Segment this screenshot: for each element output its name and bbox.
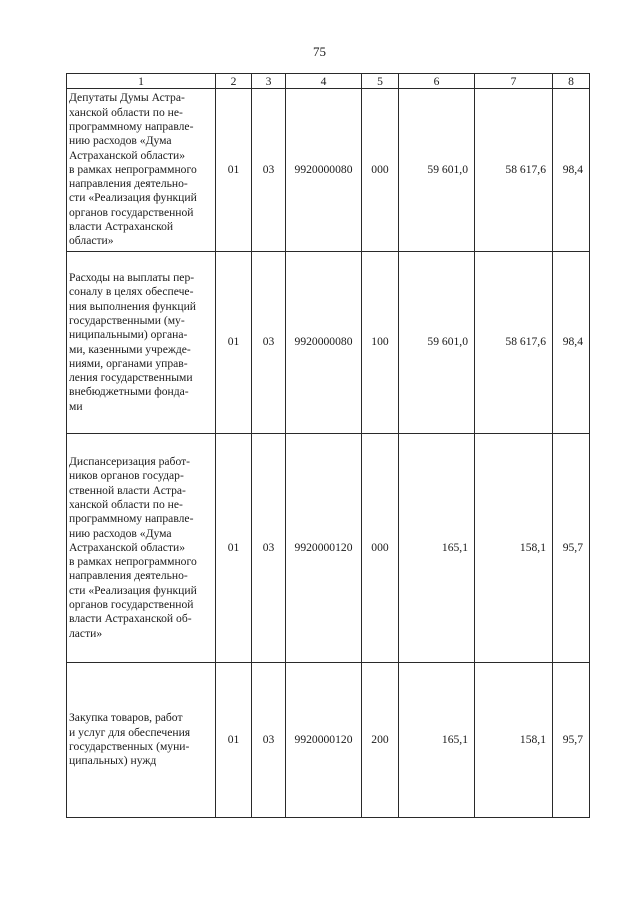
cell-col5: 000 bbox=[362, 89, 399, 252]
cell-col3: 03 bbox=[252, 89, 286, 252]
cell-col4: 9920000120 bbox=[286, 434, 362, 663]
row-description: Депутаты Думы Астра- ханской области по не- программному направле- нию расходов «Дума Астраханской области» в рамках непрограммного направления деятельно- сти «Реализация функций органов государственной власти Астраханской области» bbox=[67, 89, 216, 252]
budget-table bbox=[66, 73, 590, 818]
column-header-4: 4 bbox=[286, 74, 362, 89]
page-number: 75 bbox=[313, 44, 326, 59]
table-header-row bbox=[67, 74, 590, 89]
column-header-8: 8 bbox=[553, 74, 590, 89]
table-row bbox=[67, 434, 590, 663]
column-header-5: 5 bbox=[362, 74, 399, 89]
cell-col8: 98,4 bbox=[553, 89, 590, 252]
cell-col3: 03 bbox=[252, 663, 286, 818]
cell-col3: 03 bbox=[252, 252, 286, 434]
cell-col5: 200 bbox=[362, 663, 399, 818]
column-header-2: 2 bbox=[216, 74, 252, 89]
cell-col4: 9920000120 bbox=[286, 663, 362, 818]
cell-col2: 01 bbox=[216, 434, 252, 663]
cell-col2: 01 bbox=[216, 89, 252, 252]
cell-col4: 9920000080 bbox=[286, 89, 362, 252]
column-header-1: 1 bbox=[67, 74, 216, 89]
column-header-3: 3 bbox=[252, 74, 286, 89]
cell-col6: 165,1 bbox=[399, 434, 475, 663]
cell-col8: 98,4 bbox=[553, 252, 590, 434]
cell-col8: 95,7 bbox=[553, 434, 590, 663]
cell-col7: 58 617,6 bbox=[475, 89, 553, 252]
cell-col7: 158,1 bbox=[475, 434, 553, 663]
cell-col6: 59 601,0 bbox=[399, 89, 475, 252]
row-description: Расходы на выплаты пер- соналу в целях обеспече- ния выполнения функций государственными (му- ниципальными) органа- ми, казенными учрежде- ниями, органами управ- ления государственными внебюджетными фонда- ми bbox=[67, 252, 216, 434]
cell-col6: 165,1 bbox=[399, 663, 475, 818]
cell-col2: 01 bbox=[216, 252, 252, 434]
cell-col7: 158,1 bbox=[475, 663, 553, 818]
cell-col5: 000 bbox=[362, 434, 399, 663]
column-header-7: 7 bbox=[475, 74, 553, 89]
cell-col8: 95,7 bbox=[553, 663, 590, 818]
cell-col6: 59 601,0 bbox=[399, 252, 475, 434]
cell-col3: 03 bbox=[252, 434, 286, 663]
cell-col7: 58 617,6 bbox=[475, 252, 553, 434]
cell-col5: 100 bbox=[362, 252, 399, 434]
row-description: Закупка товаров, работ и услуг для обеспечения государственных (муни- ципальных) нужд bbox=[67, 663, 216, 818]
column-header-6: 6 bbox=[399, 74, 475, 89]
row-description: Диспансеризация работ- ников органов государ- ственной власти Астра- ханской области по не- программному направле- нию расходов «Дума Астраханской области» в рамках непрограммного направления деятельно- сти «Реализация функций органов государственной власти Астраханской об- ласти» bbox=[67, 434, 216, 663]
table-row bbox=[67, 89, 590, 252]
cell-col2: 01 bbox=[216, 663, 252, 818]
cell-col4: 9920000080 bbox=[286, 252, 362, 434]
table-row bbox=[67, 663, 590, 818]
table-row bbox=[67, 252, 590, 434]
